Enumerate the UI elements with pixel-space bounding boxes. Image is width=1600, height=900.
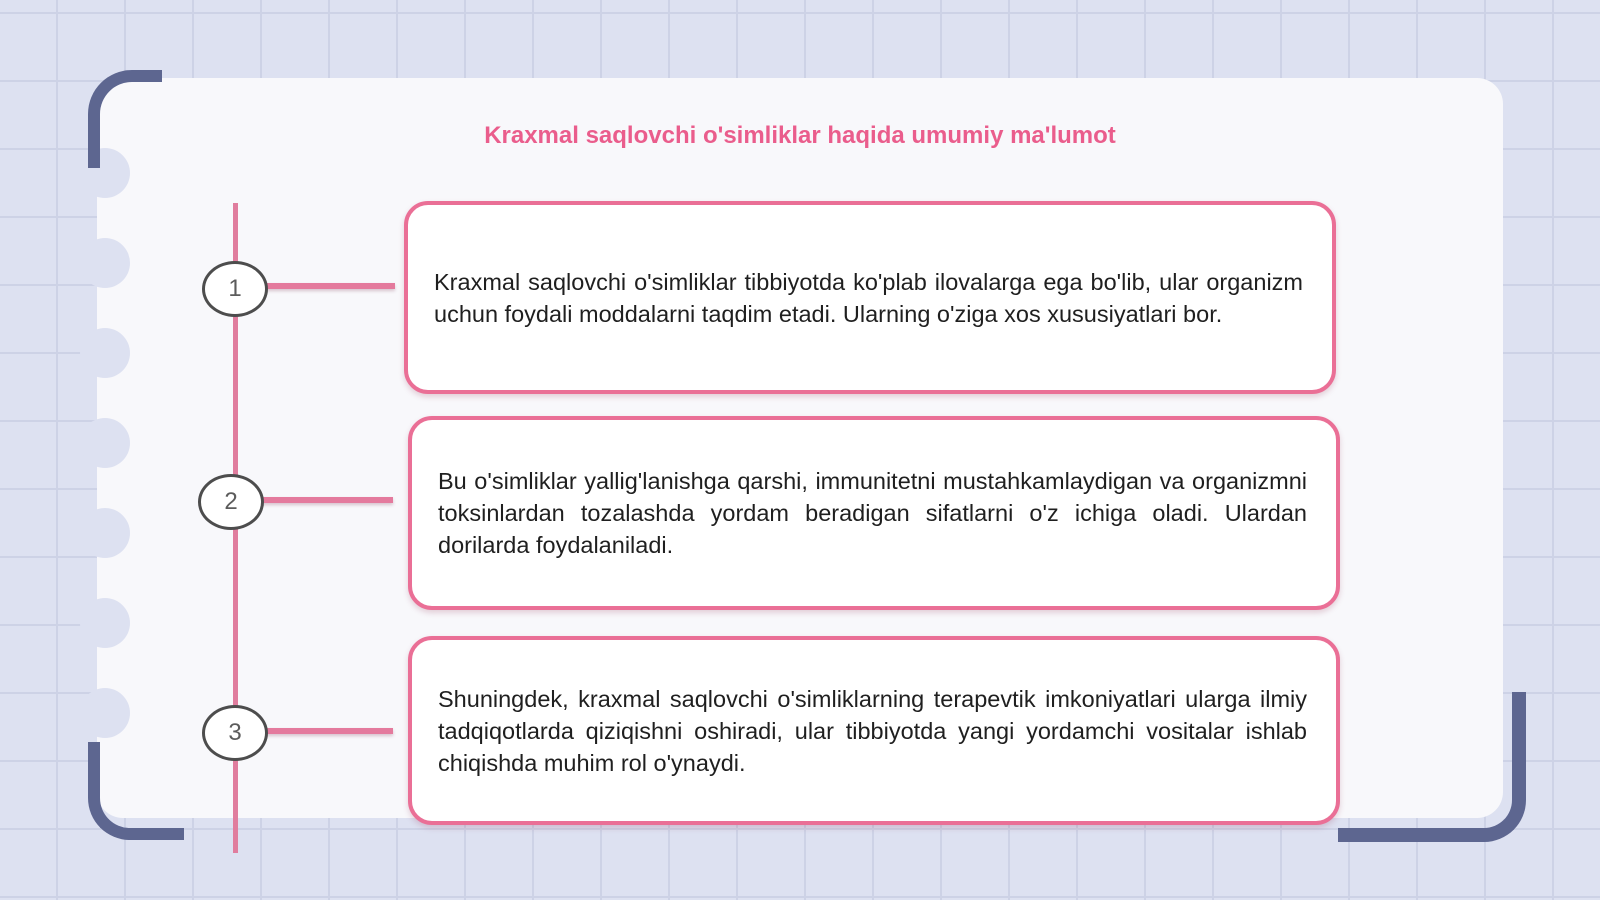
- info-box-text: Bu o'simliklar yallig'lanishga qarshi, immunitetni mustahkamlaydigan va organizmni toksinlardan tozalashda yordam beradigan sifatlarni o'z ichiga oladi. Ulardan dorilarda foydalaniladi.: [438, 468, 1307, 558]
- frame-corner-bottom-left: [88, 742, 184, 840]
- timeline-connector-1: [265, 283, 395, 289]
- notebook-edge: [80, 148, 132, 748]
- info-box-text: Kraxmal saqlovchi o'simliklar tibbiyotda ko'plab ilovalarga ega bo'lib, ular organizm uchun foydali moddalarni taqdim etadi. Ularning o'ziga xos xususiyatlari bor.: [434, 268, 1303, 327]
- timeline-connector-3: [265, 728, 393, 734]
- info-box-3: [408, 636, 1340, 825]
- frame-corner-top-left: [88, 70, 162, 168]
- info-box-1: [404, 201, 1336, 394]
- frame-corner-bottom-right: [1338, 692, 1526, 842]
- timeline-node-number: 1: [228, 275, 242, 302]
- slide-title: Kraxmal saqlovchi o'simliklar haqida umumiy ma'lumot: [484, 122, 1116, 149]
- info-box-2: [408, 416, 1340, 610]
- timeline-connector-2: [260, 497, 393, 503]
- info-box-text: Shuningdek, kraxmal saqlovchi o'simliklarning terapevtik imkoniyatlari ularga ilmiy tadqiqotlarda qiziqishni oshiradi, ular tibbiyotda yangi yordamchi vositalar ishlab chiqishda muhim rol o'ynaydi.: [438, 685, 1307, 776]
- timeline-node-1: [202, 261, 268, 317]
- timeline-node-number: 2: [224, 488, 238, 515]
- timeline-node-3: [202, 705, 268, 761]
- timeline-node-2: [198, 474, 264, 530]
- timeline-node-number: 3: [228, 719, 242, 746]
